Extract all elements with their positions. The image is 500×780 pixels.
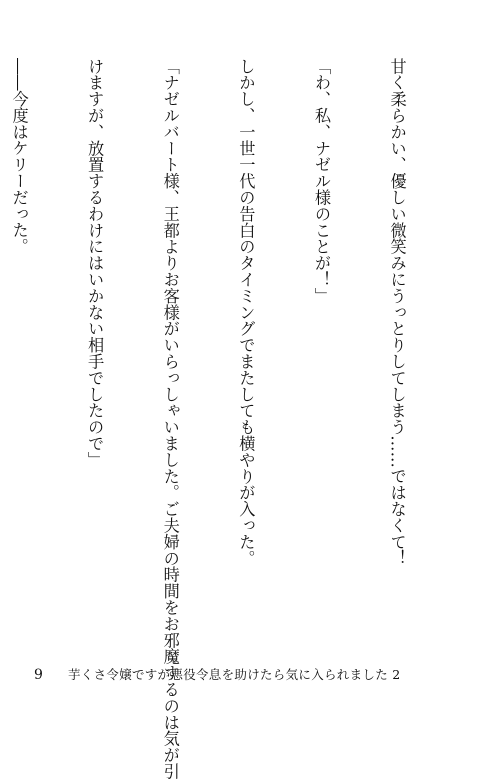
text-line: 「わ、私、ナゼル様のことが！」	[311, 58, 331, 304]
text-line: ――今度はケリーだった。	[9, 58, 29, 255]
text-line: 甘く柔らかい、優しい微笑みにうっとりしてしまう……ではなくて！	[387, 58, 407, 567]
page-number: 9	[34, 667, 43, 683]
running-title: 芋くさ令嬢ですが悪役令息を助けたら気に入られました 2	[68, 667, 401, 682]
text-line: しかし、一世一代の告白のタイミングでまたしても横やりが入った。	[236, 58, 256, 567]
page-footer	[34, 665, 401, 685]
text-line: けますが、放置するわけにはいかない相手でしたので」	[85, 58, 105, 468]
text-line: 「ナゼルバート様、王都よりお客様がいらっしゃいました。ご夫婦の時間をお邪魔するのは気が引	[160, 58, 180, 780]
